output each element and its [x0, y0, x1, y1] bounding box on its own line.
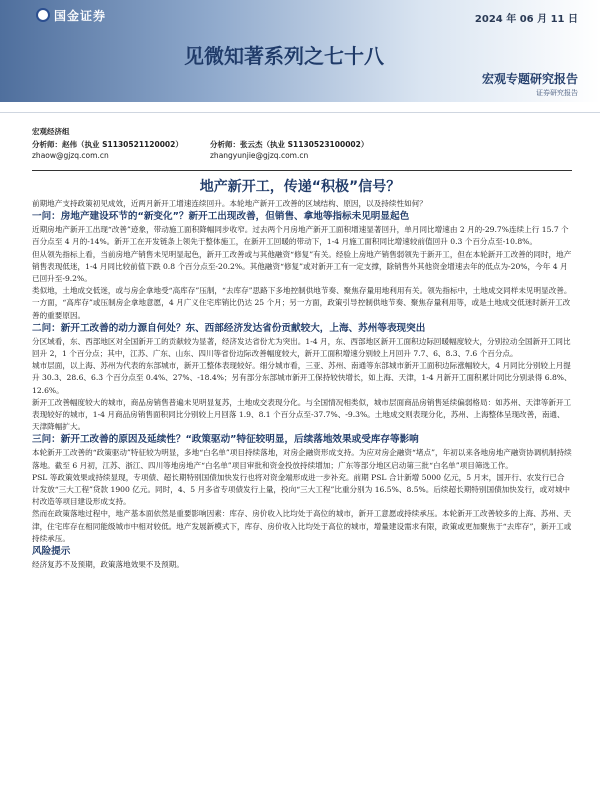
body-paragraph: 本轮新开工改善的“政策驱动”特征较为明显，多地“白名单”项目持续落地，对房企融资形成支持。为应对房企融资“堵点”，年初以来各地房地产融资协调机制持续落地。截至 6 月初，江苏、浙江、四川等地房地产“白名单”项目审批和资金投放持续增加；广东等部分地区启动第三批“白名单”项目筛选工作。: [32, 448, 572, 470]
report-body: [32, 198, 572, 571]
risk-heading: 风险提示: [32, 546, 71, 558]
body-paragraph: 城市层面，以上海、苏州为代表的东部城市，新开工整体表现较好。细分城市看，三亚、苏州、南通等东部城市新开工面积边际涨幅较大，4 月同比分别较上月提升 30.3、28.6、6.3 个百分点至 0.4%、27%、-18.4%；另有部分东部城市新开工保持较快增长，如上海、天津，1-4 月新开工面积累计同比分别录得 6.8%、12.6%。: [32, 361, 572, 395]
body-paragraph: 新开工改善幅度较大的城市，商品房销售普遍未见明显复苏，土地成交表现分化。与全国情况相类似，城市层面商品房销售延续偏弱格局：如苏州、天津等新开工表现较好的城市，1-4 月商品房销售面积同比分别较上月回落 1.9、8.1 个百分点至-37.7%、-9.3%。土地成交则表现分化，苏州、上海整体呈现改善，南通、天津降幅扩大。: [32, 397, 572, 432]
intro-paragraph: 前期地产支持政策初见成效，近两月新开工增速连续回升。本轮地产新开工改善的区域结构、原因，以及持续性如何？: [32, 199, 427, 208]
header-divider: [0, 112, 600, 113]
author-block: [32, 126, 572, 161]
document-title: 地产新开工，传递“积极”信号？: [199, 179, 401, 195]
body-paragraph: 但从领先指标上看，当前房地产销售未见明显起色，新开工改善或与其他融资“修复”有关。经验上房地产销售弱领先于新开工，但在本轮新开工改善的同时，地产销售表现低迷，1-4 月同比较前值下跌 0.8 个百分点至-20.2%。其他融资“修复”或对新开工有一定支撑，除销售外其他资金增速去年的低点为-20%，今年 4 月已回升至-9.2%。: [32, 249, 572, 284]
brand-logo-text: 国金证券: [54, 8, 107, 23]
research-group: 宏观经济组: [32, 127, 70, 136]
series-title: 见微知著系列之七十八: [184, 44, 384, 68]
report-subtype: 证券研究报告: [536, 89, 578, 97]
risk-paragraph: 经济复苏不及预期，政策落地效果不及预期。: [32, 560, 184, 570]
body-paragraph: 分区域看，东、西部地区对全国新开工的贡献较为显著，经济发达省份尤为突出。1-4 月，东、西部地区新开工面积边际回暖幅度较大，分别拉动全国新开工同比回升 2，1 个百分点；其中，江苏、广东、山东、四川等省份边际改善幅度较大，新开工面积增速分别较上月回升 7.7、6、8.3、7.6 个百分点。: [32, 336, 571, 359]
report-header: [0, 0, 600, 112]
analyst-2-email[interactable]: zhangyunjie@gjzq.com.cn: [210, 151, 309, 160]
analyst-2-name: 分析师：张云杰（执业 S1130523100002）: [210, 140, 369, 149]
brand-logo: [36, 6, 146, 24]
section-heading-1: 一问：房地产建设环节的“新变化”？新开工出现改善，但销售、拿地等指标未见明显起色: [32, 211, 410, 223]
author-divider: [32, 170, 572, 171]
report-date: 2024 年 06 月 11 日: [474, 14, 578, 25]
section-heading-3: 三问：新开工改善的原因及延续性？“政策驱动”特征较明显，后续落地效果或受库存等影响: [32, 434, 419, 446]
body-paragraph: 然而在政策落地过程中，地产基本面依然是重要影响因素：库存、房价收入比均处于高位的城市，新开工意愿或持续承压。本轮新开工改善较多的上海、苏州、天津，住宅库存在相同能级城市中相对较低。地产发展新模式下，库存、房价收入比均处于高位的城市，增量建设需求有限，政策或更加聚焦于“去库存”，新开工或持续承压。: [32, 509, 572, 543]
analyst-1-name: 分析师：赵伟（执业 S1130521120002）: [32, 140, 183, 149]
body-paragraph: 类似地，土地成交低迷，或与房企拿地受“高库存”压制，“去库存”思路下多地控制供地节奏、聚焦存量用地利用有关。领先指标中，土地成交同样未见明显改善。一方面，“高库存”或压制房企拿地意愿，4 月广义住宅库销比仍达 25 个月；另一方面，政策引导控制供地节奏、聚焦存量利用等，或是土地成交低迷时新开工改善的重要原因。: [32, 286, 572, 320]
body-paragraph: PSL 等政策效果或持续显现，专项债、超长期特别国债加快发行也将对资金端形成进一步补充。前期 PSL 合计新增 5000 亿元，5 月末，国开行、农发行已合计发放“三大工程”贷款 1900 亿元。同时，4、5 月多省专项债发行上量，投向“三大工程”比重分别为 16.5%、8.5%。后续超长期特别国债加快发行，或对城中村改造等项目建设形成支持。: [32, 472, 571, 507]
analyst-1-email[interactable]: zhaow@gjzq.com.cn: [32, 151, 109, 160]
brand-logo-icon: [36, 8, 50, 22]
body-paragraph: 近期房地产新开工出现“改善”迹象，带动施工面积降幅同步收窄。过去两个月房地产新开工面积增速显著回升，单月同比增速由 2 月的-29.7%连续上行 15.7 个百分点至 4 月的-14%。新开工在开发链条上领先于整体施工，在新开工回暖的带动下，1-4 月施工面积同比增速较前值回升 0.3 个百分点至-10.8%。: [32, 225, 569, 247]
report-type: 宏观专题研究报告: [481, 72, 578, 86]
section-heading-2: 二问：新开工改善的动力源自何处？东、西部经济发达省份贡献较大，上海、苏州等表现突出: [32, 322, 426, 334]
